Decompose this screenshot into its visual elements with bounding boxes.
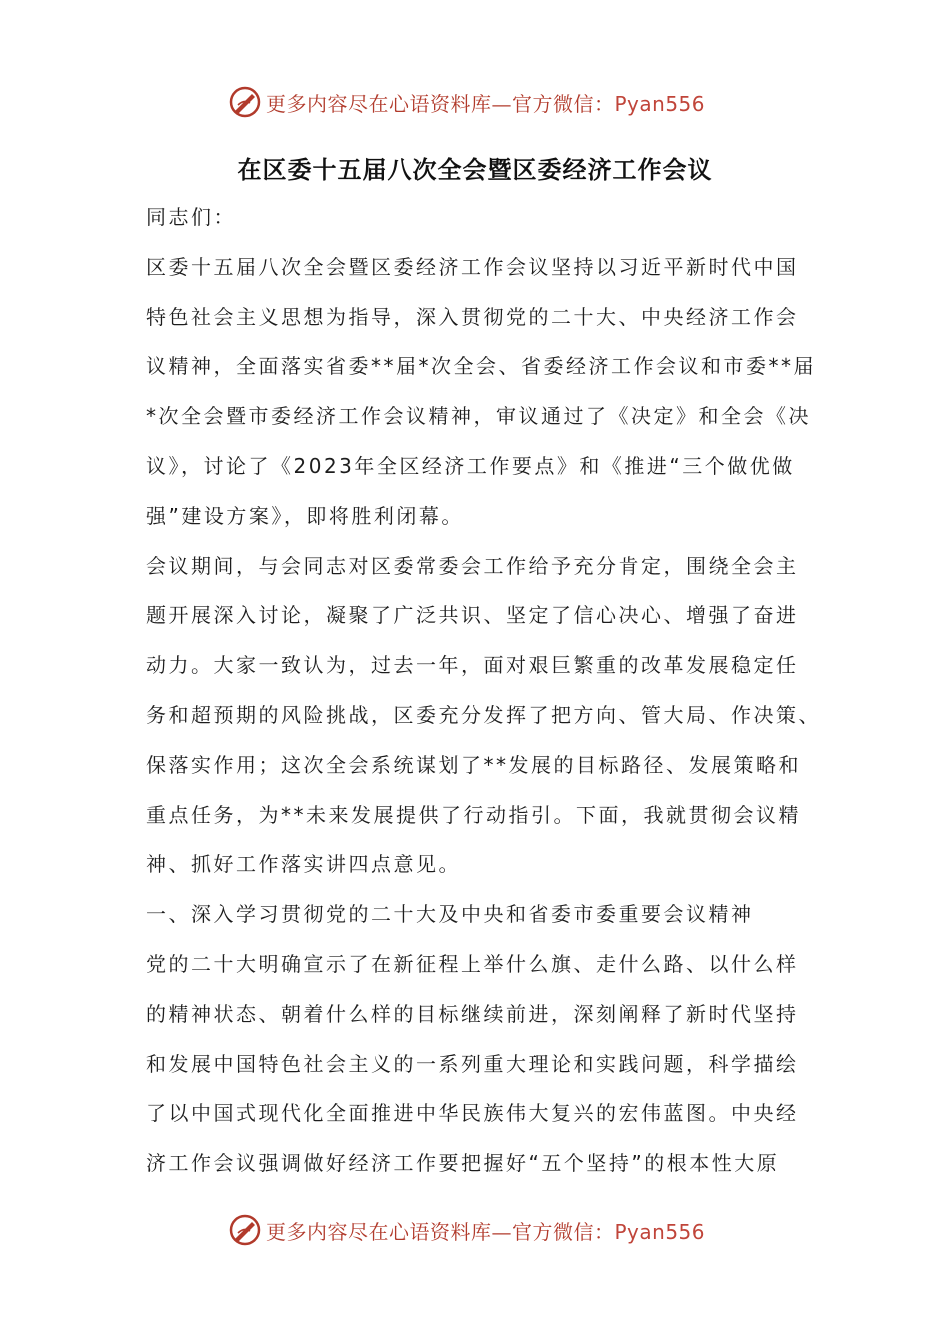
text-line: 区委十五届八次全会暨区委经济工作会议坚持以习近平新时代中国: [146, 254, 799, 279]
pen-logo-icon: [228, 1213, 262, 1247]
text-line: 一、深入学习贯彻党的二十大及中央和省委市委重要会议精神: [146, 902, 754, 927]
text-line: 会议期间，与会同志对区委常委会工作给予充分肯定，围绕全会主: [146, 553, 799, 578]
text-line: 和发展中国特色社会主义的一系列重大理论和实践问题，科学描绘: [146, 1051, 799, 1076]
text-line: 议精神，全面落实省委**届*次全会、省委经济工作会议和市委**届: [146, 354, 816, 379]
text-line: 特色社会主义思想为指导，深入贯彻党的二十大、中央经济工作会: [146, 304, 799, 329]
text-line: 了以中国式现代化全面推进中华民族伟大复兴的宏伟蓝图。中央经: [146, 1101, 799, 1126]
text-line: *次全会暨市委经济工作会议精神，审议通过了《决定》和全会《决: [146, 404, 811, 429]
text-line: 议》，讨论了《2023年全区经济工作要点》和《推进“三个做优做: [146, 453, 795, 478]
text-line: 济工作会议强调做好经济工作要把握好“五个坚持”的根本性大原: [146, 1151, 780, 1176]
pen-logo-icon: [228, 85, 262, 119]
watermark-banner-top: [228, 82, 748, 122]
text-line: 动力。大家一致认为，过去一年，面对艰巨繁重的改革发展稳定任: [146, 653, 799, 678]
document-title: 在区委十五届八次全会暨区委经济工作会议: [237, 156, 713, 184]
watermark-text: 更多内容尽在心语资料库—官方微信：Pyan556: [266, 91, 706, 116]
text-line: 同志们：: [146, 205, 236, 229]
text-line: 党的二十大明确宣示了在新征程上举什么旗、走什么路、以什么样: [146, 951, 799, 976]
text-line: 神、抓好工作落实讲四点意见。: [146, 852, 461, 877]
document-body: [146, 193, 826, 1189]
text-line: 强”建设方案》，即将胜利闭幕。: [146, 503, 464, 528]
text-line: 保落实作用；这次全会系统谋划了**发展的目标路径、发展策略和: [146, 752, 801, 777]
text-line: 的精神状态、朝着什么样的目标继续前进，深刻阐释了新时代坚持: [146, 1001, 799, 1026]
watermark-text: 更多内容尽在心语资料库—官方微信：Pyan556: [266, 1219, 706, 1244]
text-line: 题开展深入讨论，凝聚了广泛共识、坚定了信心决心、增强了奋进: [146, 603, 799, 628]
text-line: 务和超预期的风险挑战，区委充分发挥了把方向、管大局、作决策、: [146, 702, 821, 727]
text-line: 重点任务，为**未来发展提供了行动指引。下面，我就贯彻会议精: [146, 802, 801, 827]
watermark-banner-bottom: [228, 1210, 748, 1250]
